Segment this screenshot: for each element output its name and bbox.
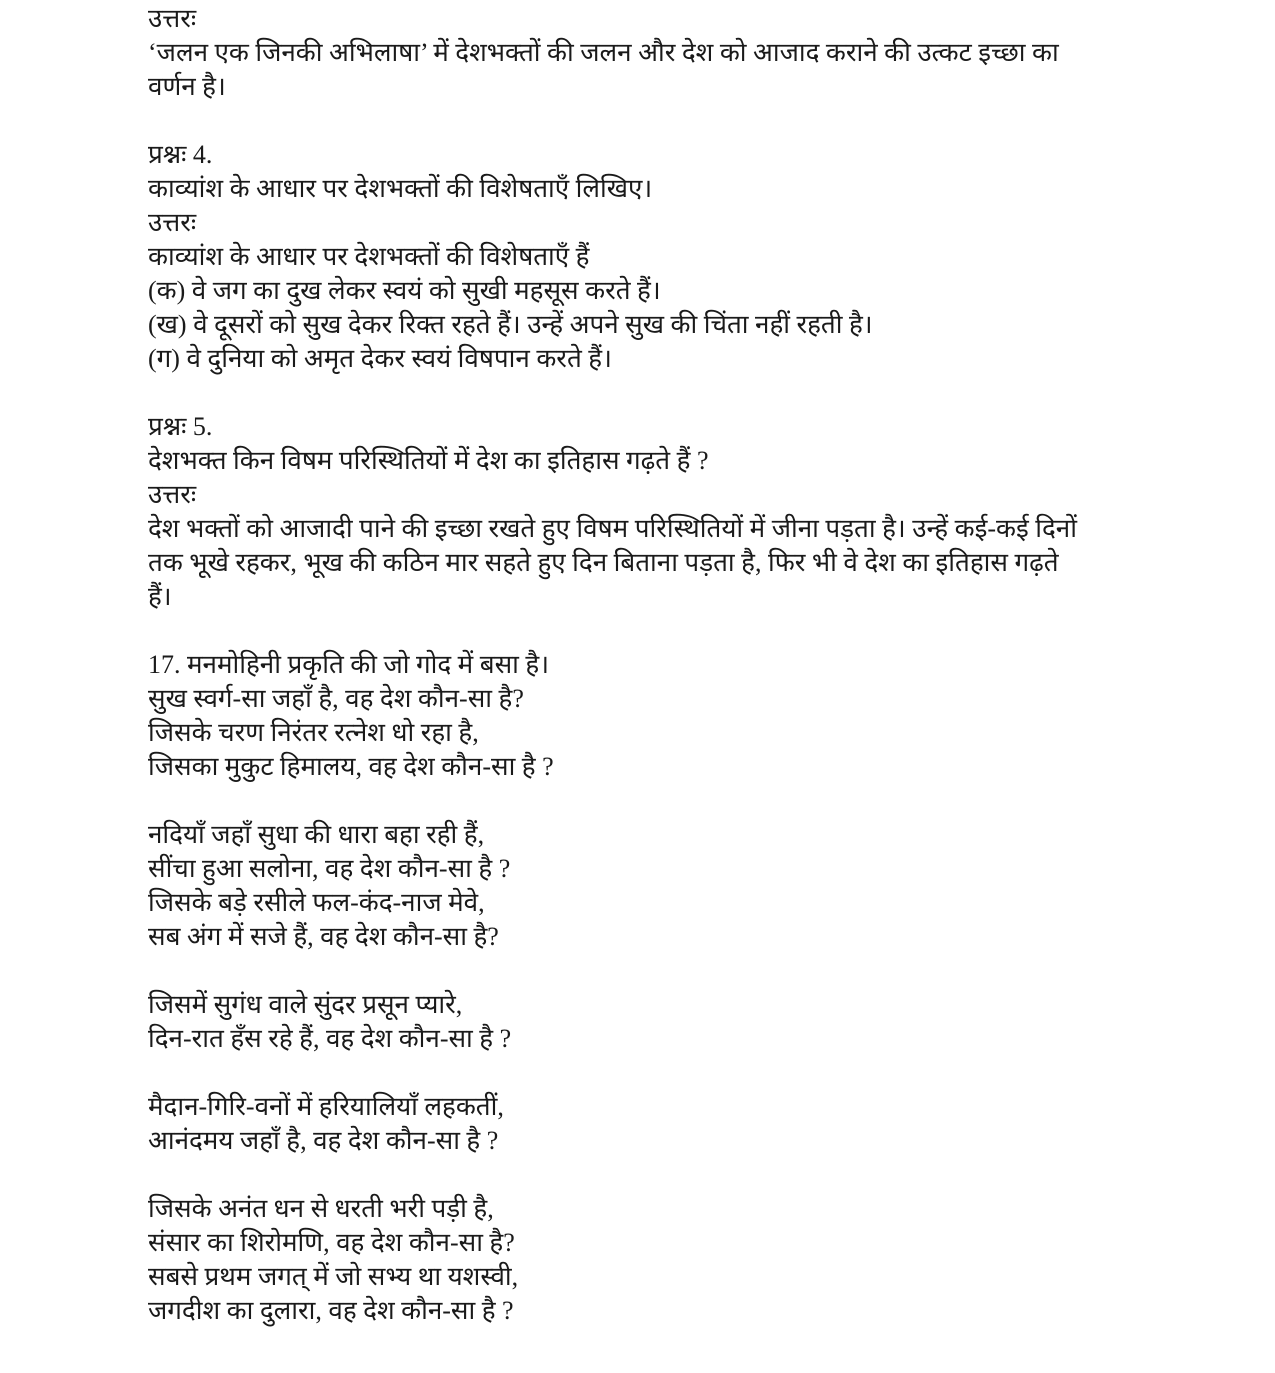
poem-line: दिन-रात हँस रहे हैं, वह देश कौन-सा है ?	[148, 1024, 512, 1053]
poem-stanza	[148, 648, 1215, 784]
poem-stanza	[148, 988, 1215, 1056]
poem-line: नदियाँ जहाँ सुधा की धारा बहा रही हैं,	[148, 820, 485, 849]
poem-line: जिसके चरण निरंतर रत्नेश धो रहा है,	[148, 718, 479, 747]
list-item-ka: (क) वे जग का दुख लेकर स्वयं को सुखी महसूस करते हैं।	[148, 276, 661, 305]
poem-line: जगदीश का दुलारा, वह देश कौन-सा है ?	[148, 1296, 514, 1325]
poem-line: सबसे प्रथम जगत् में जो सभ्य था यशस्वी,	[148, 1262, 519, 1291]
answer-block-3	[148, 2, 1215, 104]
poem-line: जिसमें सुगंध वाले सुंदर प्रसून प्यारे,	[148, 990, 463, 1019]
answer-label: उत्तरः	[148, 4, 197, 33]
list-item-ga: (ग) वे दुनिया को अमृत देकर स्वयं विषपान करते हैं।	[148, 344, 612, 373]
text-line: देश भक्तों को आजादी पाने की इच्छा रखते हुए विषम परिस्थितियों में जीना पड़ता है। उन्हें कई-कई दिनों	[148, 514, 1077, 543]
question-5-block	[148, 410, 1215, 614]
poem-line: सब अंग में सजे हैं, वह देश कौन-सा है?	[148, 922, 499, 951]
text-line: काव्यांश के आधार पर देशभक्तों की विशेषताएँ हैं	[148, 242, 590, 271]
poem-line: सींचा हुआ सलोना, वह देश कौन-सा है ?	[148, 854, 511, 883]
question-text: काव्यांश के आधार पर देशभक्तों की विशेषताएँ लिखिए।	[148, 174, 653, 203]
poem-stanza	[148, 1090, 1215, 1158]
poem-line: मैदान-गिरि-वनों में हरियालियाँ लहकतीं,	[148, 1092, 504, 1121]
question-label: प्रश्नः 4.	[148, 140, 213, 169]
poem-stanza	[148, 1192, 1215, 1328]
text-line: वर्णन है।	[148, 72, 226, 101]
text-line: हैं।	[148, 582, 172, 611]
poem-line: जिसके अनंत धन से धरती भरी पड़ी है,	[148, 1194, 494, 1223]
poem-line: संसार का शिरोमणि, वह देश कौन-सा है?	[148, 1228, 515, 1257]
text-line: ‘जलन एक जिनकी अभिलाषा’ में देशभक्तों की जलन और देश को आजाद कराने की उत्कट इच्छा का	[148, 38, 1059, 67]
question-text: देशभक्त किन विषम परिस्थितियों में देश का इतिहास गढ़ते हैं ?	[148, 446, 709, 475]
poem-line: जिसका मुकुट हिमालय, वह देश कौन-सा है ?	[148, 752, 554, 781]
answer-label: उत्तरः	[148, 208, 197, 237]
answer-label: उत्तरः	[148, 480, 197, 509]
poem-line: सुख स्वर्ग-सा जहाँ है, वह देश कौन-सा है?	[148, 684, 524, 713]
text-line: तक भूखे रहकर, भूख की कठिन मार सहते हुए दिन बिताना पड़ता है, फिर भी वे देश का इतिहास गढ़ते	[148, 548, 1059, 577]
poem-line: जिसके बड़े रसीले फल-कंद-नाज मेवे,	[148, 888, 485, 917]
question-label: प्रश्नः 5.	[148, 412, 213, 441]
poem-stanza	[148, 818, 1215, 954]
poem-line: 17. मनमोहिनी प्रकृति की जो गोद में बसा है।	[148, 650, 550, 679]
list-item-kha: (ख) वे दूसरों को सुख देकर रिक्त रहते हैं। उन्हें अपने सुख की चिंता नहीं रहती है।	[148, 310, 873, 339]
poem-line: आनंदमय जहाँ है, वह देश कौन-सा है ?	[148, 1126, 499, 1155]
question-4-block	[148, 138, 1215, 376]
